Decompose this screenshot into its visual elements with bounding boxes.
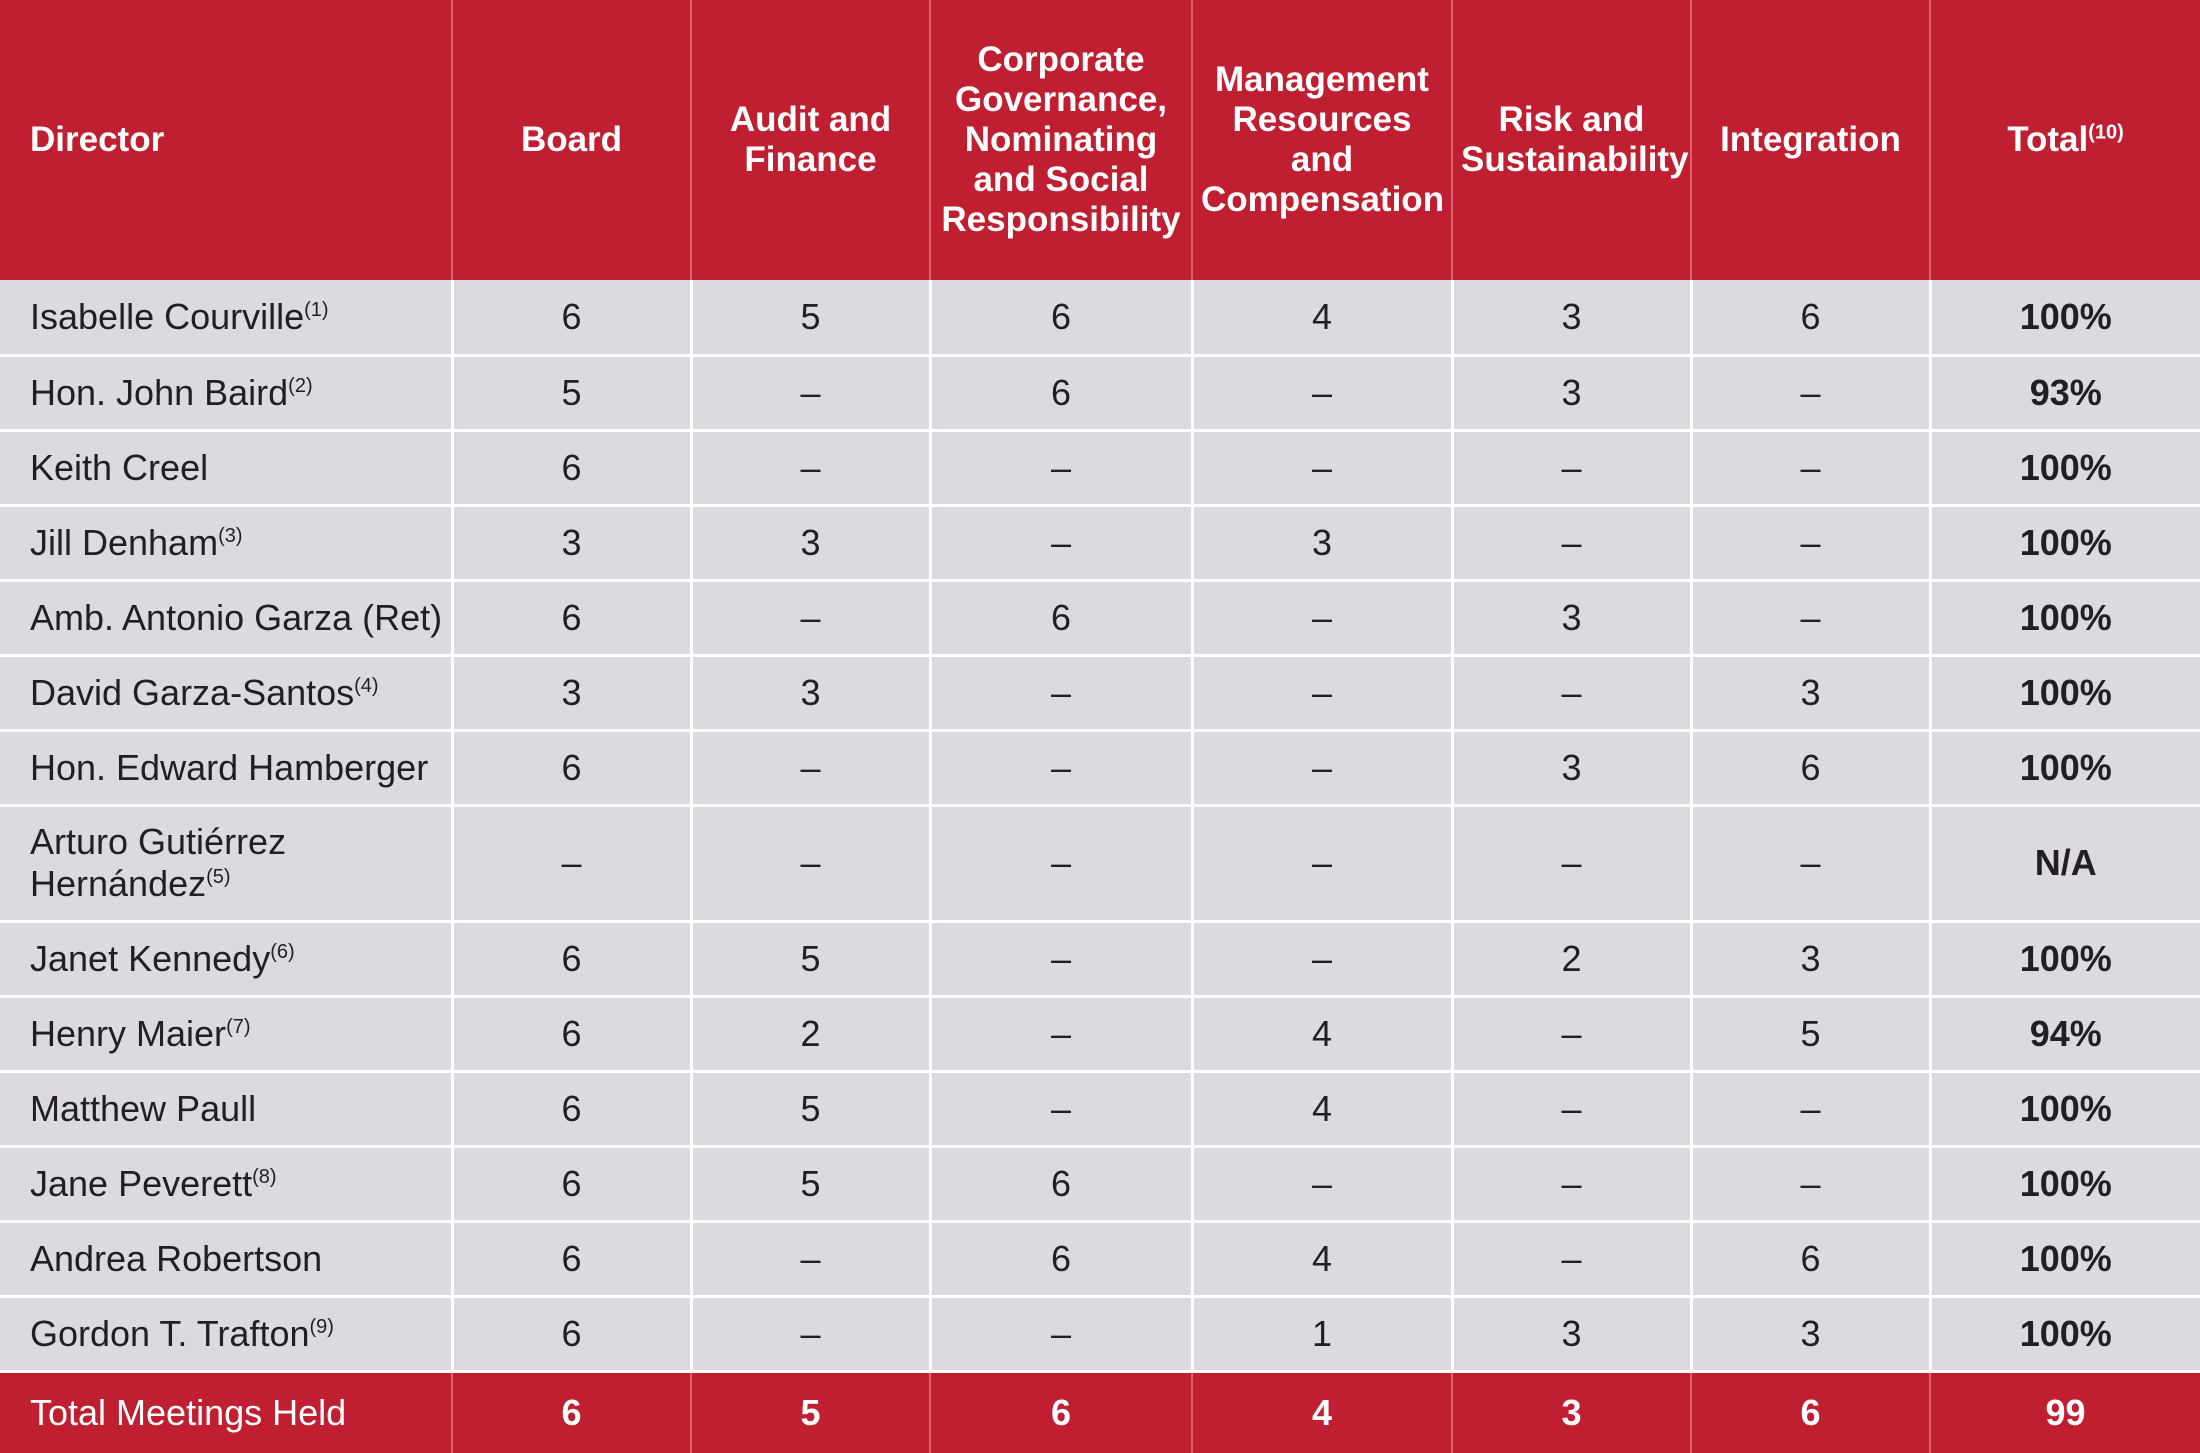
- cell-cgn: –: [930, 1296, 1192, 1371]
- cell-audit: –: [691, 355, 930, 430]
- cell-cgn: 6: [930, 1221, 1192, 1296]
- table-row: [0, 805, 2200, 921]
- cell-audit: –: [691, 730, 930, 805]
- director-name-cell: [0, 996, 452, 1071]
- footnote-ref: (9): [309, 1315, 334, 1338]
- cell-risk: –: [1452, 996, 1691, 1071]
- cell-board: 5: [452, 355, 691, 430]
- table-footer: [0, 1371, 2200, 1453]
- cell-board: 6: [452, 1296, 691, 1371]
- director-name-cell: [0, 355, 452, 430]
- table-row: [0, 921, 2200, 996]
- director-name: Amb. Antonio Garza (Ret): [30, 596, 443, 638]
- cell-risk: 2: [1452, 921, 1691, 996]
- cell-board: 6: [452, 1221, 691, 1296]
- cell-integration: 3: [1691, 655, 1930, 730]
- footnote-ref: (5): [206, 866, 231, 888]
- cell-cgn: –: [930, 430, 1192, 505]
- cell-risk: 3: [1452, 580, 1691, 655]
- cell-total: 100%: [1930, 430, 2200, 505]
- director-name: Gordon T. Trafton: [30, 1312, 310, 1354]
- table-body: [0, 280, 2200, 1371]
- cell-audit: 2: [691, 996, 930, 1071]
- cell-integration: –: [1691, 430, 1930, 505]
- table-row: [0, 1221, 2200, 1296]
- cell-board: 6: [452, 730, 691, 805]
- cell-mrc: 4: [1192, 1071, 1452, 1146]
- cell-board: 6: [452, 1071, 691, 1146]
- cell-risk: –: [1452, 1146, 1691, 1221]
- cell-total: 100%: [1930, 1296, 2200, 1371]
- cell-board: 6: [452, 996, 691, 1071]
- footnote-ref: (2): [288, 374, 313, 397]
- cell-total: 100%: [1930, 580, 2200, 655]
- footnote-ref: (3): [218, 524, 243, 547]
- col-header-board: Board: [452, 0, 691, 280]
- cell-audit: –: [691, 580, 930, 655]
- cell-cgn: 6: [930, 355, 1192, 430]
- cell-board: 6: [452, 430, 691, 505]
- cell-mrc: –: [1192, 805, 1452, 921]
- director-name: Henry Maier: [30, 1012, 227, 1054]
- cell-board: 6: [452, 280, 691, 355]
- cell-integration: –: [1691, 580, 1930, 655]
- cell-integration: 3: [1691, 1296, 1930, 1371]
- director-name: Keith Creel: [30, 446, 209, 488]
- col-header-director: Director: [0, 0, 452, 280]
- cell-total: 100%: [1930, 1071, 2200, 1146]
- col-header-audit-finance: Audit and Finance: [691, 0, 930, 280]
- cell-board: 6: [452, 921, 691, 996]
- cell-mrc: –: [1192, 921, 1452, 996]
- cell-total: 100%: [1930, 280, 2200, 355]
- cell-mrc: –: [1192, 355, 1452, 430]
- cell-cgn: –: [930, 996, 1192, 1071]
- cell-total: 94%: [1930, 996, 2200, 1071]
- totals-label: Total Meetings Held: [0, 1371, 452, 1453]
- cell-integration: –: [1691, 805, 1930, 921]
- director-name-cell: [0, 655, 452, 730]
- table-row: [0, 1146, 2200, 1221]
- director-name: Jill Denham: [30, 521, 219, 563]
- director-name: David Garza-Santos: [30, 671, 355, 713]
- footnote-ref: (4): [354, 674, 379, 697]
- director-name-cell: [0, 805, 452, 921]
- totals-integration: 6: [1691, 1371, 1930, 1453]
- table-row: [0, 730, 2200, 805]
- cell-integration: –: [1691, 355, 1930, 430]
- cell-risk: 3: [1452, 730, 1691, 805]
- cell-total: 100%: [1930, 1146, 2200, 1221]
- footnote-ref: (6): [270, 940, 295, 963]
- cell-audit: –: [691, 430, 930, 505]
- cell-board: 3: [452, 655, 691, 730]
- cell-risk: –: [1452, 1221, 1691, 1296]
- cell-total: 100%: [1930, 505, 2200, 580]
- cell-cgn: –: [930, 1071, 1192, 1146]
- col-header-integration: Integration: [1691, 0, 1930, 280]
- cell-mrc: 1: [1192, 1296, 1452, 1371]
- table-row: [0, 430, 2200, 505]
- cell-integration: 6: [1691, 1221, 1930, 1296]
- cell-audit: 5: [691, 921, 930, 996]
- cell-mrc: 3: [1192, 505, 1452, 580]
- cell-cgn: 6: [930, 1146, 1192, 1221]
- cell-board: –: [452, 805, 691, 921]
- col-header-corporate-governance: Corporate Governance, Nominating and Social Responsibility: [930, 0, 1192, 280]
- cell-audit: –: [691, 1221, 930, 1296]
- cell-mrc: –: [1192, 1146, 1452, 1221]
- col-header-total: [1930, 0, 2200, 280]
- totals-board: 6: [452, 1371, 691, 1453]
- cell-cgn: –: [930, 655, 1192, 730]
- table-row: [0, 655, 2200, 730]
- cell-cgn: 6: [930, 280, 1192, 355]
- director-name-cell: [0, 505, 452, 580]
- cell-total: 100%: [1930, 1221, 2200, 1296]
- cell-cgn: –: [930, 730, 1192, 805]
- director-name: Andrea Robertson: [30, 1237, 323, 1279]
- table-row: [0, 1071, 2200, 1146]
- cell-audit: 5: [691, 1146, 930, 1221]
- table-header: [0, 0, 2200, 280]
- director-name-cell: [0, 1221, 452, 1296]
- cell-board: 6: [452, 1146, 691, 1221]
- cell-integration: –: [1691, 1071, 1930, 1146]
- col-header-management-resources: Management Resources and Compensation: [1192, 0, 1452, 280]
- cell-risk: –: [1452, 805, 1691, 921]
- cell-audit: 5: [691, 1071, 930, 1146]
- cell-total: 93%: [1930, 355, 2200, 430]
- cell-integration: –: [1691, 505, 1930, 580]
- col-header-risk-sustainability: Risk and Sustainability: [1452, 0, 1691, 280]
- cell-risk: 3: [1452, 1296, 1691, 1371]
- cell-risk: –: [1452, 655, 1691, 730]
- cell-total: 100%: [1930, 921, 2200, 996]
- cell-board: 3: [452, 505, 691, 580]
- cell-mrc: 4: [1192, 996, 1452, 1071]
- table-row: [0, 355, 2200, 430]
- table-row: [0, 280, 2200, 355]
- director-name-cell: [0, 1071, 452, 1146]
- cell-mrc: –: [1192, 580, 1452, 655]
- cell-audit: 5: [691, 280, 930, 355]
- cell-mrc: 4: [1192, 280, 1452, 355]
- director-name: Jane Peverett: [30, 1162, 253, 1204]
- cell-risk: 3: [1452, 355, 1691, 430]
- cell-board: 6: [452, 580, 691, 655]
- director-name: Hon. John Baird: [30, 371, 289, 413]
- cell-mrc: –: [1192, 655, 1452, 730]
- cell-audit: –: [691, 805, 930, 921]
- director-name: Isabelle Courville: [30, 295, 305, 337]
- cell-integration: 3: [1691, 921, 1930, 996]
- cell-risk: –: [1452, 505, 1691, 580]
- cell-audit: –: [691, 1296, 930, 1371]
- footnote-ref: (8): [252, 1165, 277, 1188]
- table-row: [0, 996, 2200, 1071]
- director-name-cell: [0, 580, 452, 655]
- cell-cgn: –: [930, 505, 1192, 580]
- col-header-total-note: (10): [2088, 121, 2124, 144]
- footnote-ref: (1): [304, 298, 329, 321]
- cell-cgn: –: [930, 921, 1192, 996]
- cell-audit: 3: [691, 655, 930, 730]
- director-name: Matthew Paull: [30, 1087, 257, 1129]
- cell-integration: 6: [1691, 730, 1930, 805]
- director-name-cell: [0, 280, 452, 355]
- director-name: Hon. Edward Hamberger: [30, 746, 429, 788]
- cell-integration: –: [1691, 1146, 1930, 1221]
- director-name-cell: [0, 1296, 452, 1371]
- totals-total: 99: [1930, 1371, 2200, 1453]
- cell-risk: 3: [1452, 280, 1691, 355]
- director-name: Janet Kennedy: [30, 937, 271, 979]
- cell-risk: –: [1452, 430, 1691, 505]
- cell-integration: 5: [1691, 996, 1930, 1071]
- cell-cgn: –: [930, 805, 1192, 921]
- cell-integration: 6: [1691, 280, 1930, 355]
- col-header-total-label: Total: [2007, 120, 2089, 159]
- director-name-cell: [0, 1146, 452, 1221]
- footnote-ref: (7): [226, 1015, 251, 1038]
- totals-audit: 5: [691, 1371, 930, 1453]
- table-row: [0, 1296, 2200, 1371]
- totals-row: [0, 1371, 2200, 1453]
- cell-total: 100%: [1930, 655, 2200, 730]
- cell-total: 100%: [1930, 730, 2200, 805]
- cell-mrc: 4: [1192, 1221, 1452, 1296]
- cell-mrc: –: [1192, 730, 1452, 805]
- cell-risk: –: [1452, 1071, 1691, 1146]
- cell-audit: 3: [691, 505, 930, 580]
- director-name-cell: [0, 730, 452, 805]
- table-row: [0, 580, 2200, 655]
- totals-cgn: 6: [930, 1371, 1192, 1453]
- table-row: [0, 505, 2200, 580]
- totals-mrc: 4: [1192, 1371, 1452, 1453]
- director-name: Arturo Gutiérrez Hernández: [30, 821, 287, 904]
- cell-cgn: 6: [930, 580, 1192, 655]
- cell-mrc: –: [1192, 430, 1452, 505]
- totals-risk: 3: [1452, 1371, 1691, 1453]
- cell-total: N/A: [1930, 805, 2200, 921]
- director-name-cell: [0, 921, 452, 996]
- director-name-cell: [0, 430, 452, 505]
